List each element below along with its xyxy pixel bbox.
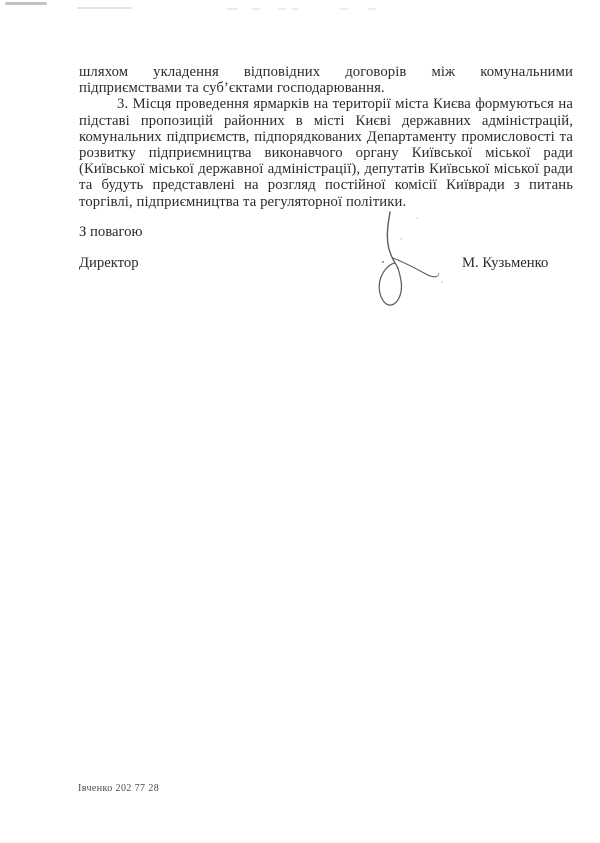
letter-body xyxy=(79,64,573,210)
scan-artifact xyxy=(252,8,260,10)
paragraph-continuation: шляхом укладення відповідних договорів між комунальними підприємствами та суб’єктами господарювання. xyxy=(79,64,573,97)
scan-artifact xyxy=(77,7,132,9)
scan-artifact xyxy=(5,2,47,5)
closing-salutation: З повагою xyxy=(79,224,143,240)
scan-artifact xyxy=(292,8,299,10)
scan-artifact xyxy=(278,8,287,10)
scan-artifact xyxy=(340,8,348,10)
handwritten-signature-icon xyxy=(345,192,460,317)
executor-contact: Івченко 202 77 28 xyxy=(78,783,160,794)
signer-name: М. Кузьменко xyxy=(462,255,549,271)
paragraph-item-3: 3. Місця проведення ярмарків на території міста Києва формуються на підставі пропозицій районних в місті Києві державних адміністрацій, комунальних підприємств, підпорядкованих Департаменту промисловості та розвитку підприємництва виконавчого органу Київської міської ради (Київської міської державної адміністрації), депутатів Київської міської ради та будуть представлені на розгляд постійної комісії Київради з питань торгівлі, підприємництва та регуляторної політики. xyxy=(79,96,573,210)
scan-artifact xyxy=(227,8,238,10)
signer-title: Директор xyxy=(79,255,139,271)
scan-artifact xyxy=(368,8,376,10)
